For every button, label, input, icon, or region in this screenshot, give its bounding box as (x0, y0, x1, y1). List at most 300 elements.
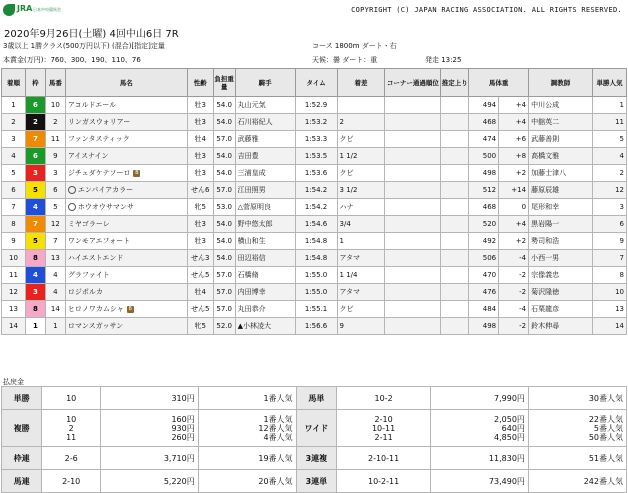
sexage-cell: 牡3 (187, 114, 213, 131)
result-row (2, 250, 627, 267)
race-condition: 天候：曇 ダート：重 (312, 56, 378, 64)
margin-cell: 1 (337, 233, 385, 250)
payout-exacta-pop (528, 387, 626, 410)
corner-cell (385, 216, 441, 233)
horse-name[interactable]: ホウオウサマンサ (77, 203, 134, 211)
weight-cell: 57.0 (213, 284, 235, 301)
horse-name-cell (65, 182, 187, 199)
payout-amount-value: 4,850円 (494, 432, 525, 442)
body-weight-cell: 484 (469, 301, 499, 318)
payout-win-combo (42, 387, 101, 410)
waku-cell: 3 (25, 165, 45, 182)
horse-name-cell (65, 318, 187, 335)
last-cell (441, 165, 469, 182)
corner-cell (385, 250, 441, 267)
col-sexage: 性齢 (187, 69, 213, 97)
result-row (2, 165, 627, 182)
col-name: 馬名 (65, 69, 187, 97)
col-jockey: 騎手 (235, 69, 295, 97)
payout-type-quinella: 馬連 (2, 470, 42, 493)
horse-name-cell (65, 284, 187, 301)
payout-label: 払戻金 (3, 378, 24, 386)
last-cell (441, 114, 469, 131)
horse-name-cell (65, 97, 187, 114)
margin-cell: クビ (337, 131, 385, 148)
horse-name[interactable]: ミヤゴラーレ (67, 220, 110, 228)
num-cell: 10 (45, 97, 65, 114)
payout-type-trifecta: 3連単 (296, 470, 337, 493)
trainer-cell: 尾形和幸 (529, 199, 593, 216)
num-cell: 13 (45, 250, 65, 267)
payout-combo-value: 10-11 (371, 423, 396, 433)
horse-name-cell (65, 233, 187, 250)
last-cell (441, 250, 469, 267)
jockey-cell: 横山和生 (235, 233, 295, 250)
payout-row (2, 387, 627, 410)
horse-name[interactable]: エンパイアカラー (77, 186, 134, 194)
jra-logo (3, 4, 61, 17)
payout-trifecta-amount (431, 470, 529, 493)
margin-cell (337, 97, 385, 114)
rank-cell: 4 (2, 148, 26, 165)
sexage-cell: 牡4 (187, 284, 213, 301)
result-row (2, 233, 627, 250)
margin-cell: アタマ (337, 250, 385, 267)
horse-name[interactable]: グラファイト (67, 271, 110, 279)
rank-cell: 13 (2, 301, 26, 318)
popularity-cell: 14 (592, 318, 626, 335)
corner-cell (385, 148, 441, 165)
payout-quinella-amount (101, 470, 199, 493)
rank-cell: 3 (2, 131, 26, 148)
waku-cell: 3 (25, 284, 45, 301)
margin-cell: 2 (337, 114, 385, 131)
num-cell: 14 (45, 301, 65, 318)
trainer-cell: 宗像義忠 (529, 267, 593, 284)
jockey-cell: 田辺裕信 (235, 250, 295, 267)
waku-cell: 7 (25, 131, 45, 148)
popularity-cell: 1 (592, 97, 626, 114)
sexage-cell: 牡3 (187, 216, 213, 233)
payout-pop-value: 19番人気 (258, 453, 293, 463)
popularity-cell: 8 (592, 267, 626, 284)
payout-quinella-pop (198, 470, 296, 493)
result-row (2, 114, 627, 131)
payout-bracket_q-pop (198, 447, 296, 470)
num-cell: 5 (45, 199, 65, 216)
body-weight-cell: 498 (469, 165, 499, 182)
payout-combo-value: 11 (66, 432, 77, 442)
sexage-cell: 牡3 (187, 97, 213, 114)
weight-diff-cell: +2 (499, 233, 529, 250)
race-post-time: 発走 13:25 (425, 56, 462, 64)
horse-name-cell (65, 148, 187, 165)
horse-name[interactable]: ジチュダケテソーロ (67, 169, 131, 177)
last-cell (441, 284, 469, 301)
horse-name-cell (65, 250, 187, 267)
payout-type-exacta: 馬単 (296, 387, 337, 410)
payout-place-pop (198, 410, 296, 447)
trainer-cell: 中舘英二 (529, 114, 593, 131)
weight-diff-cell: +6 (499, 131, 529, 148)
payout-combo-value: 10-2 (374, 393, 393, 403)
body-weight-cell: 474 (469, 131, 499, 148)
sexage-cell: 牡3 (187, 148, 213, 165)
rank-cell: 8 (2, 216, 26, 233)
payout-amount-value: 2,050円 (494, 414, 525, 424)
payout-combo-value: 2-11 (374, 432, 393, 442)
last-cell (441, 131, 469, 148)
race-title: 2020年9月26日(土曜) 4回中山6日 7R (4, 29, 179, 40)
payout-combo-value: 10-2-11 (367, 476, 400, 486)
num-cell: 4 (45, 267, 65, 284)
payout-amount-value: 3,710円 (163, 453, 195, 463)
corner-cell (385, 114, 441, 131)
blinker-icon (68, 186, 76, 194)
time-cell: 1:52.9 (295, 97, 337, 114)
payout-type-wide: ワイド (296, 410, 337, 447)
payout-row (2, 410, 627, 447)
results-body (2, 97, 627, 335)
margin-cell: 3/4 (337, 216, 385, 233)
weight-diff-cell: +14 (499, 182, 529, 199)
payout-wide-amount (431, 410, 529, 447)
waku-cell: 1 (25, 318, 45, 335)
top-bar (0, 0, 628, 20)
time-cell: 1:54.8 (295, 233, 337, 250)
jockey-cell: ▲小林凌大 (235, 318, 295, 335)
col-corner: コーナー通過順位 (385, 69, 441, 97)
sexage-cell: せん5 (187, 301, 213, 318)
horse-name[interactable]: アイスナイン (67, 152, 109, 160)
col-rank: 着順 (2, 69, 26, 97)
weight-diff-cell: 0 (499, 199, 529, 216)
horse-name[interactable]: アコルドエール (67, 101, 117, 109)
copyright-text: COPYRIGHT (C) JAPAN RACING ASSOCIATION. ALL RIGHTS RESERVED. (351, 6, 622, 14)
time-cell: 1:56.6 (295, 318, 337, 335)
jra-logo-text: JRA (17, 4, 33, 13)
result-row (2, 216, 627, 233)
time-cell: 1:53.6 (295, 165, 337, 182)
num-cell: 2 (45, 114, 65, 131)
last-cell (441, 233, 469, 250)
blinker-icon (68, 203, 76, 211)
weight-cell: 54.0 (213, 97, 235, 114)
popularity-cell: 3 (592, 199, 626, 216)
weight-cell: 54.0 (213, 165, 235, 182)
sexage-cell: 牝5 (187, 199, 213, 216)
body-weight-cell: 520 (469, 216, 499, 233)
corner-cell (385, 199, 441, 216)
body-weight-cell: 468 (469, 114, 499, 131)
weight-cell: 53.0 (213, 199, 235, 216)
payout-row (2, 447, 627, 470)
payout-exacta-amount (431, 387, 529, 410)
results-table (1, 68, 627, 335)
result-row (2, 199, 627, 216)
rank-cell: 7 (2, 199, 26, 216)
result-row (2, 301, 627, 318)
waku-cell: 4 (25, 267, 45, 284)
num-cell: 3 (45, 165, 65, 182)
payout-pop-value: 20番人気 (258, 476, 293, 486)
payout-pop-value: 50番人気 (588, 432, 623, 442)
popularity-cell: 10 (592, 284, 626, 301)
jra-logo-mark (3, 4, 15, 16)
body-weight-cell: 498 (469, 318, 499, 335)
time-cell: 1:55.1 (295, 301, 337, 318)
waku-cell: 8 (25, 301, 45, 318)
weight-cell: 54.0 (213, 233, 235, 250)
num-cell: 12 (45, 216, 65, 233)
weight-cell: 57.0 (213, 301, 235, 318)
sexage-cell: 牝5 (187, 318, 213, 335)
payout-trifecta-combo (337, 470, 431, 493)
payout-combo-value: 2-10 (62, 476, 81, 486)
time-cell: 1:53.5 (295, 148, 337, 165)
num-cell: 9 (45, 148, 65, 165)
jockey-cell: 丸田恭介 (235, 301, 295, 318)
result-row (2, 148, 627, 165)
weight-diff-cell: +4 (499, 114, 529, 131)
jockey-cell: 野中悠太郎 (235, 216, 295, 233)
rank-cell: 1 (2, 97, 26, 114)
payout-trio-amount (431, 447, 529, 470)
jockey-cell: 石川裕紀人 (235, 114, 295, 131)
popularity-cell: 2 (592, 165, 626, 182)
horse-name[interactable]: ロジポルカ (67, 288, 103, 296)
col-weight: 負担重量 (213, 69, 235, 97)
time-cell: 1:53.2 (295, 114, 337, 131)
corner-cell (385, 284, 441, 301)
weight-cell: 54.0 (213, 148, 235, 165)
payout-pop-value: 1番人気 (263, 414, 293, 424)
body-weight-cell: 500 (469, 148, 499, 165)
rank-cell: 12 (2, 284, 26, 301)
result-row (2, 284, 627, 301)
horse-name[interactable]: ヒロノワカムシャ (67, 305, 124, 313)
weight-cell: 57.0 (213, 267, 235, 284)
payout-amount-value: 260円 (171, 432, 195, 442)
corner-cell (385, 318, 441, 335)
horse-name-cell (65, 114, 187, 131)
race-class: 3歳以上 1勝クラス(500万円以下) (混合)[指定]定量 (3, 42, 165, 50)
payout-amount-value: 160円 (171, 414, 195, 424)
popularity-cell: 12 (592, 182, 626, 199)
payout-exacta-combo (337, 387, 431, 410)
payout-quinella-combo (42, 470, 101, 493)
trainer-cell: 中川公成 (529, 97, 593, 114)
blinkers-b-icon: B (135, 169, 139, 176)
payout-trio-combo (337, 447, 431, 470)
last-cell (441, 318, 469, 335)
weight-diff-cell: -4 (499, 301, 529, 318)
trainer-cell: 菊沢隆徳 (529, 284, 593, 301)
payout-combo-value: 2-10-11 (367, 453, 400, 463)
num-cell: 6 (45, 182, 65, 199)
col-last: 推定上り (441, 69, 469, 97)
payout-pop-value: 51番人気 (588, 453, 623, 463)
waku-cell: 6 (25, 148, 45, 165)
rank-cell: 5 (2, 165, 26, 182)
payout-bracket_q-amount (101, 447, 199, 470)
jockey-cell: 丸山元気 (235, 97, 295, 114)
horse-name[interactable]: ワンモアエフォート (67, 237, 131, 245)
time-cell: 1:53.3 (295, 131, 337, 148)
corner-cell (385, 233, 441, 250)
trainer-cell: 藤原辰雄 (529, 182, 593, 199)
popularity-cell: 6 (592, 216, 626, 233)
horse-name[interactable]: ロマンスガッサン (67, 322, 124, 330)
waku-cell: 8 (25, 250, 45, 267)
rank-cell: 6 (2, 182, 26, 199)
payout-amount-value: 930円 (171, 423, 195, 433)
trainer-cell: 石栗龍彦 (529, 301, 593, 318)
result-row (2, 97, 627, 114)
payout-win-amount (101, 387, 199, 410)
last-cell (441, 216, 469, 233)
time-cell: 1:54.8 (295, 250, 337, 267)
weight-cell: 54.0 (213, 114, 235, 131)
col-waku: 枠 (25, 69, 45, 97)
popularity-cell: 13 (592, 301, 626, 318)
weight-cell: 52.0 (213, 318, 235, 335)
waku-cell: 2 (25, 114, 45, 131)
jockey-cell: 石橋脩 (235, 267, 295, 284)
jockey-cell: 吉田豊 (235, 148, 295, 165)
horse-name[interactable]: ハイエストエンド (67, 254, 124, 262)
horse-name-cell (65, 267, 187, 284)
last-cell (441, 148, 469, 165)
jockey-cell: 武藤雅 (235, 131, 295, 148)
payout-combo-value: 2-6 (64, 453, 78, 463)
corner-cell (385, 131, 441, 148)
payout-pop-value: 242番人気 (583, 476, 623, 486)
weight-diff-cell: +8 (499, 148, 529, 165)
weight-diff-cell: -2 (499, 267, 529, 284)
payout-combo-value: 10 (66, 393, 77, 403)
jockey-cell: 三浦皇成 (235, 165, 295, 182)
num-cell: 4 (45, 284, 65, 301)
payout-amount-value: 310円 (171, 393, 195, 403)
last-cell (441, 301, 469, 318)
horse-name-cell (65, 131, 187, 148)
payout-trifecta-pop (528, 470, 626, 493)
jockey-cell: 江田照男 (235, 182, 295, 199)
num-cell: 11 (45, 131, 65, 148)
payout-pop-value: 30番人気 (588, 393, 623, 403)
horse-name-cell (65, 301, 187, 318)
rank-cell: 9 (2, 233, 26, 250)
trainer-cell: 加藤士津八 (529, 165, 593, 182)
blinkers-b-icon: B (128, 305, 132, 312)
col-margin: 着差 (337, 69, 385, 97)
body-weight-cell: 468 (469, 199, 499, 216)
weight-diff-cell: -2 (499, 284, 529, 301)
rank-cell: 11 (2, 267, 26, 284)
time-cell: 1:54.2 (295, 199, 337, 216)
trainer-cell: 黒岩陽一 (529, 216, 593, 233)
payout-trio-pop (528, 447, 626, 470)
horse-name-cell (65, 199, 187, 216)
payout-wide-combo (337, 410, 431, 447)
corner-cell (385, 97, 441, 114)
popularity-cell: 9 (592, 233, 626, 250)
horse-name[interactable]: ファンタスティック (67, 135, 130, 143)
num-cell: 7 (45, 233, 65, 250)
payout-pop-value: 5番人気 (593, 423, 623, 433)
weight-cell: 57.0 (213, 131, 235, 148)
waku-cell: 7 (25, 216, 45, 233)
weight-diff-cell: -4 (499, 250, 529, 267)
horse-name-cell (65, 165, 187, 182)
race-prize: 本賞金(万円)：760、300、190、110、76 (3, 56, 141, 64)
horse-name[interactable]: リンガスウォリアー (67, 118, 131, 126)
body-weight-cell: 476 (469, 284, 499, 301)
corner-cell (385, 165, 441, 182)
payout-wide-pop (528, 410, 626, 447)
body-weight-cell: 512 (469, 182, 499, 199)
waku-cell: 6 (25, 97, 45, 114)
trainer-cell: 勢司和浩 (529, 233, 593, 250)
payout-place-combo (42, 410, 101, 447)
payout-amount-value: 11,830円 (488, 453, 525, 463)
payout-body (2, 387, 627, 493)
corner-cell (385, 301, 441, 318)
margin-cell: 9 (337, 318, 385, 335)
body-weight-cell: 492 (469, 233, 499, 250)
last-cell (441, 182, 469, 199)
payout-amount-value: 640円 (501, 423, 525, 433)
waku-cell: 5 (25, 182, 45, 199)
weight-diff-cell: +4 (499, 216, 529, 233)
payout-bracket_q-combo (42, 447, 101, 470)
sexage-cell: せん5 (187, 267, 213, 284)
payout-pop-value: 4番人気 (263, 432, 293, 442)
payout-type-trio: 3連複 (296, 447, 337, 470)
payout-combo-value: 2 (68, 423, 74, 433)
trainer-cell: 高橋文雅 (529, 148, 593, 165)
payout-type-place: 複勝 (2, 410, 42, 447)
last-cell (441, 97, 469, 114)
popularity-cell: 4 (592, 148, 626, 165)
jockey-cell: 内田博幸 (235, 284, 295, 301)
body-weight-cell: 494 (469, 97, 499, 114)
jockey-cell: △菅原明良 (235, 199, 295, 216)
margin-cell: アタマ (337, 284, 385, 301)
sexage-cell: 牡3 (187, 165, 213, 182)
result-row (2, 182, 627, 199)
payout-amount-value: 73,490円 (488, 476, 525, 486)
body-weight-cell: 470 (469, 267, 499, 284)
payout-pop-value: 1番人気 (263, 393, 293, 403)
waku-cell: 5 (25, 233, 45, 250)
payout-combo-value: 2-10 (374, 414, 393, 424)
sexage-cell: 牡3 (187, 233, 213, 250)
payout-win-pop (198, 387, 296, 410)
margin-cell: クビ (337, 301, 385, 318)
horse-name-cell (65, 216, 187, 233)
results-header-row (2, 69, 627, 97)
payout-amount-value: 7,990円 (494, 393, 525, 403)
weight-cell: 57.0 (213, 182, 235, 199)
jra-logo-subtext: 日本中央競馬会 (33, 7, 61, 12)
margin-cell: ハナ (337, 199, 385, 216)
rank-cell: 10 (2, 250, 26, 267)
last-cell (441, 267, 469, 284)
payout-table (1, 386, 627, 493)
col-num: 馬番 (45, 69, 65, 97)
